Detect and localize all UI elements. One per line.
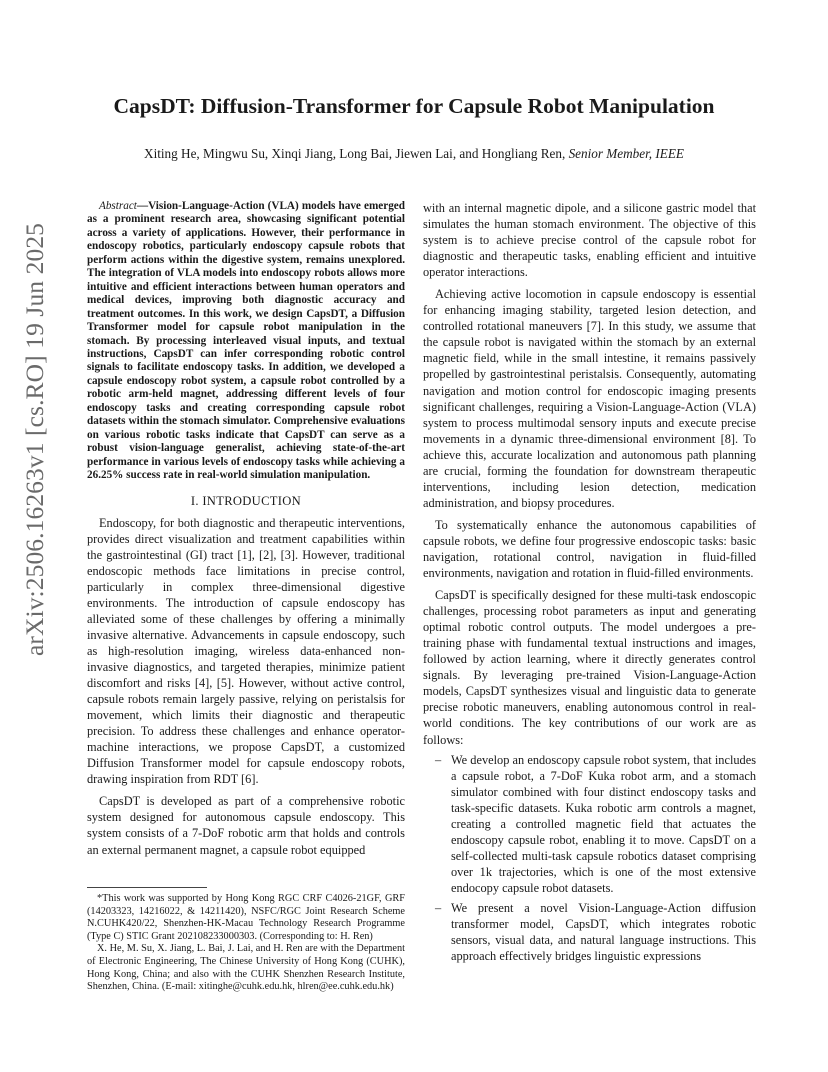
abstract-lead: Abstract (99, 200, 137, 212)
footnotes (87, 893, 405, 994)
abstract-text: —Vision-Language-Action (VLA) models have emerged as a prominent research area, showcasing significant potential across a variety of applications. However, their performance in endoscopy robotics, particularly endoscopy capsule robots that perform actions within the digestive system, remains unexplored. The integration of VLA models into endoscopy robots allows more intuitive and efficient interactions between human operators and medical devices, improving both diagnostic accuracy and treatment outcomes. In this work, we design CapsDT, a Diffusion Transformer model for capsule robot manipulation in the stomach. By processing interleaved visual inputs, and textual instructions, CapsDT can infer corresponding robotic control signals to facilitate endoscopy tasks. In addition, we developed a capsule endoscopy robot system, a capsule robot controlled by a robotic arm-held magnet, addressing different levels of four endoscopy tasks and creating corresponding capsule robot datasets within the stomach simulator. Comprehensive evaluations on various robotic tasks indicate that CapsDT can serve as a robust vision-language generalist, achieving state-of-the-art performance in various levels of endoscopy tasks while achieving a 26.25% success rate in real-world simulation manipulation. (87, 200, 405, 482)
list-dash-marker: – (435, 752, 442, 767)
body-paragraph: with an internal magnetic dipole, and a silicone gastric model that simulates the human stomach environment. The objective of this system is to achieve precise control of the capsule robot for diagnostic and therapeutic tasks, enabling efficient and intuitive operator interactions. (423, 201, 756, 280)
list-item (423, 752, 756, 896)
footnote-rule (87, 887, 207, 888)
list-item-text: We develop an endoscopy capsule robot system, that includes a capsule robot, a 7-DoF Kuka robot arm, and a stomach simulator combined with four distinct endoscopy tasks and task-specific datasets. Kuka robotic arm controls a magnet, creating a controlled magnetic field that actuates the endoscopy capsule robot, enabling it to move. CapsDT on a self-collected multi-task capsule robotics dataset comprising over 1k trajectories, which is one of the most extensive endocopy capsule robot datasets. (451, 752, 756, 895)
list-item (423, 900, 756, 964)
list-item-text: We present a novel Vision-Language-Action diffusion transformer model, CapsDT, which integrates robotic sensors, visual data, and natural language instructions. This approach effectively bridges linguistic expressions (451, 900, 756, 964)
body-paragraph: Achieving active locomotion in capsule endoscopy is essential for enhancing imaging stability, targeted lesion detection, and controlled rotational maneuvers [7]. In this study, we assume that the capsule robot is navigated within the stomach by an external magnetic field, while in the small intestine, it remains passively propelled by gastrointestinal peristalsis. Consequently, automating navigation and motion control for endoscopic imaging presents significant challenges, requiring a Vision-Language-Action (VLA) system to process multimodal sensory inputs and execute precise movements in a dynamic three-dimensional environment [8]. To achieve this, accurate localization and autonomous path planning are crucial, forming the foundation for downstream therapeutic interventions, including lesion detection, medication administration, and biopsy procedures. (423, 287, 756, 510)
contributions-list (423, 752, 756, 965)
paper-title: CapsDT: Diffusion-Transformer for Capsule Robot Manipulation (113, 94, 715, 118)
arxiv-identifier: arXiv:2506.16263v1 [cs.RO] 19 Jun 2025 (20, 222, 49, 656)
author-names: Xiting He, Mingwu Su, Xinqi Jiang, Long Bai, Jiewen Lai, and Hongliang Ren, (144, 146, 569, 161)
left-column (87, 200, 405, 858)
list-dash-marker: – (435, 900, 442, 915)
intro-paragraph: CapsDT is developed as part of a comprehensive robotic system designed for autonomous capsule endoscopy. This system consists of a 7-DoF robotic arm that holds and controls an external permanent magnet, a capsule robot equipped (87, 794, 405, 857)
body-paragraph: To systematically enhance the autonomous capabilities of capsule robots, we define four progressive endoscopic tasks: basic navigation, rotational control, navigation in fluid-filled environments, navigation and rotation in fluid-filled environments. (423, 517, 756, 581)
right-column (423, 200, 756, 968)
author-line (0, 146, 828, 162)
footnote-affiliation: X. He, M. Su, X. Jiang, L. Bai, J. Lai, and H. Ren are with the Department of Electronic Engineering, The Chinese University of Hong Kong (CUHK), Hong Kong, China; and also with the CUHK Shenzhen Research Institute, Shenzhen, China. (E-mail: xitinghe@cuhk.edu.hk, hlren@ee.cuhk.edu.hk) (87, 943, 405, 993)
abstract (87, 200, 405, 483)
section-heading-introduction: I. INTRODUCTION (190, 493, 302, 508)
intro-paragraph: Endoscopy, for both diagnostic and therapeutic interventions, provides direct visualization and treatment capabilities within the gastrointestinal (GI) tract [1], [2], [3]. However, traditional endoscopic methods face limitations in precise control, particularly in complex three-dimensional digestive environments. The introduction of capsule endoscopy has alleviated some of these challenges by offering a minimally invasive alternative. Advancements in capsule endoscopy, such as high-resolution imaging, wireless data-enhanced non-invasive diagnostics, and targeted therapies, minimize patient discomfort and risks [4], [5]. However, without active control, capsule robots remain largely passive, relying on peristalsis for movement, which limits their diagnostic and therapeutic precision. To address these challenges and enhance operator-machine interactions, we propose CapsDT, a customized Diffusion Transformer model for capsule endoscopy robots, drawing inspiration from RDT [6]. (87, 515, 405, 787)
body-paragraph: CapsDT is specifically designed for these multi-task endoscopic challenges, processing robot parameters as input and generating optimal robotic control outputs. The model undergoes a pre-training phase with fundamental textual instructions and images, followed by action learning, where it directly generates control signals. By leveraging pre-trained Vision-Language-Action models, CapsDT synthesizes visual and linguistic data to generate precise robotic maneuvers, enabling autonomous control in real-world conditions. The key contributions of our work are as follows: (423, 588, 756, 747)
footnote-funding: *This work was supported by Hong Kong RGC CRF C4026-21GF, GRF (14203323, 14216022, & 14211420), NSFC/RGC Joint Research Scheme N.CUHK420/22, Shenzhen-HK-Macau Technology Research Programme (Type C) STIC Grant 202108233000303. (Corresponding to: H. Ren) (87, 893, 405, 942)
author-membership: Senior Member, IEEE (568, 146, 684, 161)
